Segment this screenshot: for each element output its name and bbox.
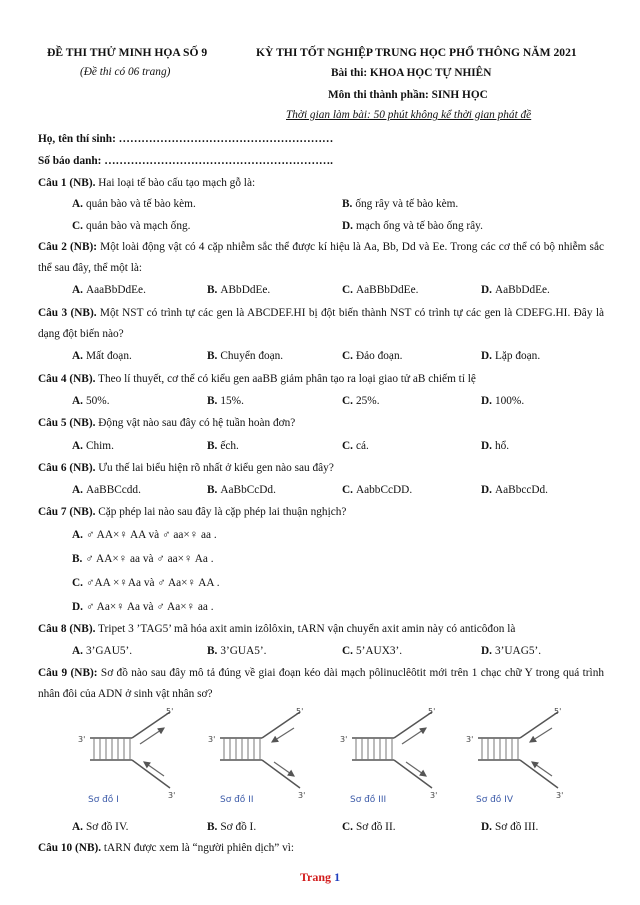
option-a bbox=[72, 395, 110, 407]
option-c bbox=[342, 350, 402, 362]
svg-text:3': 3' bbox=[298, 791, 306, 800]
option-text: 50%. bbox=[85, 395, 110, 407]
option-text: Sơ đồ III. bbox=[494, 821, 539, 833]
option-letter: A. bbox=[72, 440, 83, 452]
option-text: Sơ đồ II. bbox=[355, 821, 396, 833]
option-text: ♂ AA×♀ AA và ♂ aa×♀ aa . bbox=[85, 529, 217, 541]
option-letter: B. bbox=[207, 645, 218, 657]
question-5: Câu 5 (NB). Động vật nào sau đây có hệ tuần hoàn đơn? bbox=[38, 417, 296, 429]
option-text: Lặp đoạn. bbox=[494, 350, 541, 362]
option-d bbox=[481, 395, 524, 407]
option-letter: A. bbox=[72, 198, 83, 210]
option-text: quản bào và tế bào kèm. bbox=[85, 198, 196, 210]
option-text: AaBBbDdEe. bbox=[355, 284, 419, 296]
option-letter: D. bbox=[481, 395, 492, 407]
option-a bbox=[72, 821, 128, 833]
option-text: AaaBbDdEe. bbox=[85, 284, 146, 296]
option-letter: D. bbox=[481, 821, 492, 833]
option-text: ♂AA ×♀Aa và ♂ Aa×♀ AA . bbox=[85, 577, 220, 589]
option-letter: C. bbox=[342, 284, 353, 296]
option-text: ABbDdEe. bbox=[220, 284, 271, 296]
option-c bbox=[72, 577, 220, 589]
option-c bbox=[342, 484, 412, 496]
option-letter: C. bbox=[342, 350, 353, 362]
option-letter: A. bbox=[72, 821, 83, 833]
diagram-caption: Sơ đồ III bbox=[350, 795, 387, 805]
option-text: ếch. bbox=[220, 440, 239, 452]
option-text: Chuyển đoạn. bbox=[220, 350, 284, 362]
subject-line: Bài thi: KHOA HỌC TỰ NHIÊN bbox=[331, 67, 492, 79]
svg-text:5': 5' bbox=[296, 707, 304, 716]
option-a bbox=[72, 484, 141, 496]
option-letter: B. bbox=[207, 350, 218, 362]
option-text: cá. bbox=[355, 440, 369, 452]
option-text: AaBbCcDd. bbox=[220, 484, 276, 496]
diagram-caption: Sơ đồ IV bbox=[476, 795, 513, 805]
option-text: hổ. bbox=[494, 440, 510, 452]
option-d bbox=[342, 220, 483, 232]
svg-text:3': 3' bbox=[556, 791, 564, 800]
option-letter: D. bbox=[481, 484, 492, 496]
exam-title: ĐỀ THI THỬ MINH HỌA SỐ 9 bbox=[47, 46, 208, 59]
option-a bbox=[72, 284, 146, 296]
option-letter: A. bbox=[72, 484, 83, 496]
replication-fork-diagrams bbox=[60, 704, 580, 812]
option-letter: B. bbox=[342, 198, 353, 210]
question-1 bbox=[38, 173, 604, 194]
option-letter: D. bbox=[481, 645, 492, 657]
option-b bbox=[342, 198, 458, 210]
option-letter: B. bbox=[207, 284, 218, 296]
option-text: 3’UAG5’. bbox=[494, 645, 542, 657]
option-c bbox=[342, 440, 369, 452]
time-text: Thời gian làm bài: 50 phút không kể thời gian phát đề bbox=[286, 109, 532, 121]
candidate-name-field: Họ, tên thí sinh: ………………………………………………… bbox=[38, 133, 334, 145]
option-text: AaBbccDd. bbox=[494, 484, 548, 496]
label-3prime: 3' bbox=[168, 791, 176, 800]
option-text: mạch ống và tế bào ống rây. bbox=[355, 220, 483, 232]
option-d bbox=[481, 350, 540, 362]
option-c bbox=[72, 220, 190, 232]
diagram-2 bbox=[208, 707, 305, 805]
component-line: Môn thi thành phần: SINH HỌC bbox=[328, 89, 488, 101]
diagram-1 bbox=[78, 707, 175, 805]
question-2: Câu 2 (NB): Một loài động vật có 4 cặp nhiễm sắc thể được kí hiệu là Aa, Bb, Dd và Ee. Trong các cơ thể có bộ nhiễm sắc thể sau đây, thể một là: bbox=[38, 241, 604, 274]
option-b bbox=[207, 484, 276, 496]
question-3: Câu 3 (NB). Một NST có trình tự các gen là ABCDEF.HI bị đột biến thành NST có trình tự các gen là CDEFG.HI. Đây là dạng đột biến nào? bbox=[38, 307, 604, 340]
option-a bbox=[72, 350, 132, 362]
option-letter: C. bbox=[342, 395, 353, 407]
option-c bbox=[342, 395, 380, 407]
page-count-note: (Đề thi có 06 trang) bbox=[80, 66, 171, 78]
option-letter: B. bbox=[207, 395, 218, 407]
option-letter: C. bbox=[342, 440, 353, 452]
svg-text:5': 5' bbox=[428, 707, 436, 716]
option-text: 100%. bbox=[494, 395, 525, 407]
footer-word: Trang bbox=[299, 870, 332, 884]
svg-text:3': 3' bbox=[466, 735, 474, 744]
question-6: Câu 6 (NB). Ưu thế lai biểu hiện rõ nhất ở kiểu gen nào sau đây? bbox=[38, 462, 334, 474]
option-text: ♂ Aa×♀ Aa và ♂ Aa×♀ aa . bbox=[85, 601, 214, 613]
diagram-3 bbox=[340, 707, 437, 805]
option-text: Sơ đồ I. bbox=[220, 821, 257, 833]
option-text: Đảo đoạn. bbox=[355, 350, 403, 362]
option-d bbox=[481, 484, 548, 496]
question-label: Câu 1 (NB). bbox=[38, 177, 96, 189]
option-letter: C. bbox=[342, 821, 353, 833]
time-line bbox=[286, 109, 531, 121]
option-text: Chim. bbox=[85, 440, 114, 452]
label-5prime: 5' bbox=[166, 707, 174, 716]
option-letter: D. bbox=[481, 284, 492, 296]
option-letter: B. bbox=[72, 553, 83, 565]
option-letter: D. bbox=[481, 440, 492, 452]
question-10: Câu 10 (NB). tARN được xem là “người phiên dịch” vì: bbox=[38, 842, 295, 854]
option-d bbox=[72, 601, 214, 613]
option-letter: C. bbox=[342, 645, 353, 657]
page-footer bbox=[0, 870, 640, 885]
diagram-caption: Sơ đồ II bbox=[220, 795, 254, 805]
option-text: 3’GAU5’. bbox=[85, 645, 133, 657]
label-3prime: 3' bbox=[78, 735, 86, 744]
option-letter: D. bbox=[72, 601, 83, 613]
option-text: Sơ đồ IV. bbox=[85, 821, 129, 833]
option-letter: D. bbox=[481, 350, 492, 362]
diagram-4 bbox=[466, 707, 563, 805]
option-c bbox=[342, 821, 396, 833]
option-d bbox=[481, 645, 541, 657]
option-letter: A. bbox=[72, 645, 83, 657]
option-b bbox=[207, 350, 283, 362]
diagram-caption: Sơ đồ I bbox=[88, 795, 119, 805]
question-9: Câu 9 (NB): Sơ đồ nào sau đây mô tả đúng về giai đoạn kéo dài mạch pôlinuclêôtit mới trên 1 chạc chữ Y trong quá trình nhân đôi của ADN ở sinh vật nhân sơ? bbox=[38, 667, 604, 700]
option-text: Mất đoạn. bbox=[85, 350, 132, 362]
option-letter: A. bbox=[72, 350, 83, 362]
question-7: Câu 7 (NB). Cặp phép lai nào sau đây là cặp phép lai thuận nghịch? bbox=[38, 506, 347, 518]
option-text: quản bào và mạch ống. bbox=[85, 220, 191, 232]
svg-text:3': 3' bbox=[340, 735, 348, 744]
option-text: ♂ AA×♀ aa và ♂ aa×♀ Aa . bbox=[85, 553, 214, 565]
option-letter: D. bbox=[342, 220, 353, 232]
option-text: 25%. bbox=[355, 395, 380, 407]
option-text: ống rây và tế bào kèm. bbox=[355, 198, 459, 210]
option-text: AaBBCcdd. bbox=[85, 484, 141, 496]
option-d bbox=[481, 821, 538, 833]
option-letter: B. bbox=[207, 484, 218, 496]
svg-text:5': 5' bbox=[554, 707, 562, 716]
svg-text:3': 3' bbox=[208, 735, 216, 744]
option-b bbox=[207, 440, 239, 452]
option-text: 3’GUA5’. bbox=[220, 645, 267, 657]
option-letter: B. bbox=[207, 821, 218, 833]
candidate-id-field: Số báo danh: ……………………………………………………. bbox=[38, 155, 334, 167]
exam-name: KỲ THI TỐT NGHIỆP TRUNG HỌC PHỔ THÔNG NĂM 2021 bbox=[256, 46, 577, 59]
option-b bbox=[207, 284, 270, 296]
option-text: AabbCcDD. bbox=[355, 484, 413, 496]
option-a bbox=[72, 529, 217, 541]
option-text: 5’AUX3’. bbox=[355, 645, 403, 657]
option-b bbox=[207, 821, 256, 833]
option-a bbox=[72, 645, 132, 657]
option-letter: A. bbox=[72, 284, 83, 296]
option-a bbox=[72, 198, 196, 210]
question-4: Câu 4 (NB). Theo lí thuyết, cơ thể có kiểu gen aaBB giảm phân tạo ra loại giao tử aB chiếm tỉ lệ bbox=[38, 373, 476, 385]
option-d bbox=[481, 440, 509, 452]
option-text: 15%. bbox=[220, 395, 244, 407]
option-text: AaBbDdEe. bbox=[494, 284, 550, 296]
option-letter: C. bbox=[72, 577, 83, 589]
option-c bbox=[342, 645, 402, 657]
option-b bbox=[207, 395, 244, 407]
svg-text:3': 3' bbox=[430, 791, 438, 800]
option-letter: B. bbox=[207, 440, 218, 452]
option-letter: A. bbox=[72, 529, 83, 541]
option-letter: C. bbox=[342, 484, 353, 496]
option-a bbox=[72, 440, 114, 452]
option-b bbox=[72, 553, 214, 565]
option-c bbox=[342, 284, 418, 296]
option-letter: A. bbox=[72, 395, 83, 407]
option-b bbox=[207, 645, 266, 657]
option-letter: C. bbox=[72, 220, 83, 232]
question-text: Hai loại tế bào cấu tạo mạch gỗ là: bbox=[95, 177, 256, 189]
page-number: 1 bbox=[334, 870, 341, 884]
question-8: Câu 8 (NB). Tripet 3 ’TAG5’ mã hóa axit amin izôlôxin, tARN vận chuyển axit amin này có anticôđon là bbox=[38, 623, 516, 635]
option-d bbox=[481, 284, 550, 296]
